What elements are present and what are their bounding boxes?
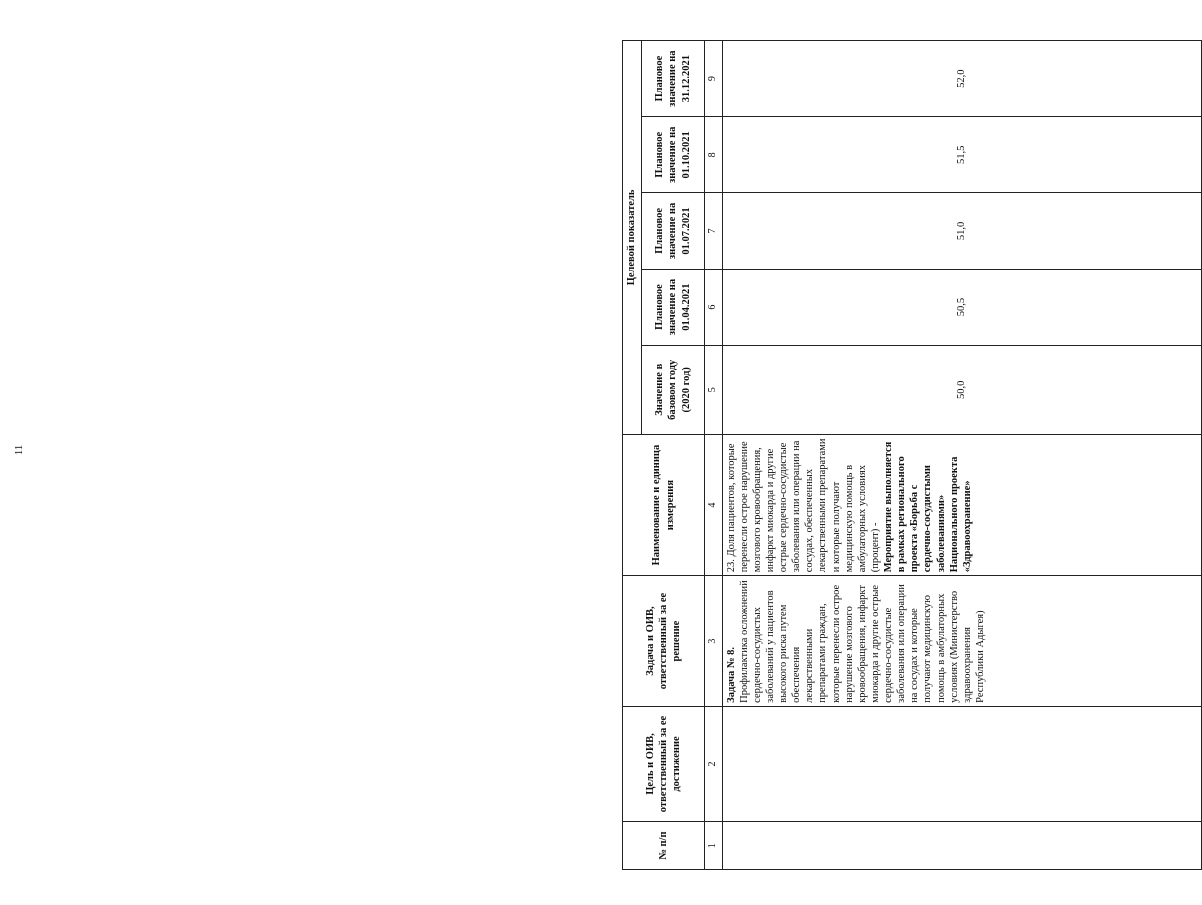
header-plan-q1: Плановое значение на 01.04.2021 <box>642 269 705 345</box>
goal-cell <box>722 706 1202 821</box>
header-plan-q3: Плановое значение на 01.10.2021 <box>642 117 705 193</box>
plan-q4-cell: 52,0 <box>722 41 1202 117</box>
column-number: 9 <box>705 41 723 117</box>
plan-q1-cell: 50,5 <box>722 269 1202 345</box>
column-number: 2 <box>705 706 723 821</box>
header-row <box>623 41 642 870</box>
header-plan-q4: Плановое значение на 31.12.2021 <box>642 41 705 117</box>
header-number: № п/п <box>623 822 705 870</box>
indicator-note: Мероприятие выполняется в рамках регионального проекта «Борьба с сердечно-сосудистыми заболеваниями» Национального проекта «Здравоохранение» <box>883 441 973 573</box>
page-number: 11 <box>13 444 25 456</box>
column-number-row <box>705 41 723 870</box>
column-number: 1 <box>705 822 723 870</box>
column-number: 6 <box>705 269 723 345</box>
base-value-cell: 50,0 <box>722 345 1202 434</box>
indicator-text: 23. Доля пациентов, которые перенесли острое нарушение мозгового кровообращения, инфаркт миокарда и другие острые сердечно-сосудистые заболевания или операции на сосудах, обеспеченных лекарственными препаратами и которые получают медицинскую помощь в амбулаторных условиях (процент) - <box>725 438 881 573</box>
rotated-page-content <box>622 0 1202 870</box>
column-number: 8 <box>705 117 723 193</box>
column-number: 4 <box>705 434 723 575</box>
task-text: Профилактика осложнений сердечно-сосудистых заболеваний у пациентов высокого риска путем обеспечения лекарственными препаратами граждан, которые перенесли острое нарушение мозгового кровообращения, инфаркт миокарда и другие острые сердечно-сосудистые заболевания или операции на сосудах и которые получают медицинскую помощь в амбулаторных условиях (Министерство здравоохранения Республики Адыгея) <box>738 580 986 703</box>
header-plan-q2: Плановое значение на 01.07.2021 <box>642 193 705 269</box>
plan-q3-cell: 51,5 <box>722 117 1202 193</box>
row-number-cell <box>722 822 1202 870</box>
header-base-value: Значение в базовом году (2020 год) <box>642 345 705 434</box>
plan-q2-cell: 51,0 <box>722 193 1202 269</box>
header-target-indicator-group: Целевой показатель <box>623 41 642 435</box>
header-goal: Цель и ОИВ, ответственный за ее достижение <box>623 706 705 821</box>
header-indicator-name: Наименование и единица измерения <box>623 434 705 575</box>
indicator-cell <box>722 434 1202 575</box>
task-cell <box>722 576 1202 707</box>
task-title: Задача № 8. <box>725 647 737 703</box>
column-number: 7 <box>705 193 723 269</box>
column-number: 3 <box>705 576 723 707</box>
header-task: Задача и ОИВ, ответственный за ее решение <box>623 576 705 707</box>
table-row <box>722 41 1202 870</box>
column-number: 5 <box>705 345 723 434</box>
target-indicators-table <box>622 40 1202 870</box>
